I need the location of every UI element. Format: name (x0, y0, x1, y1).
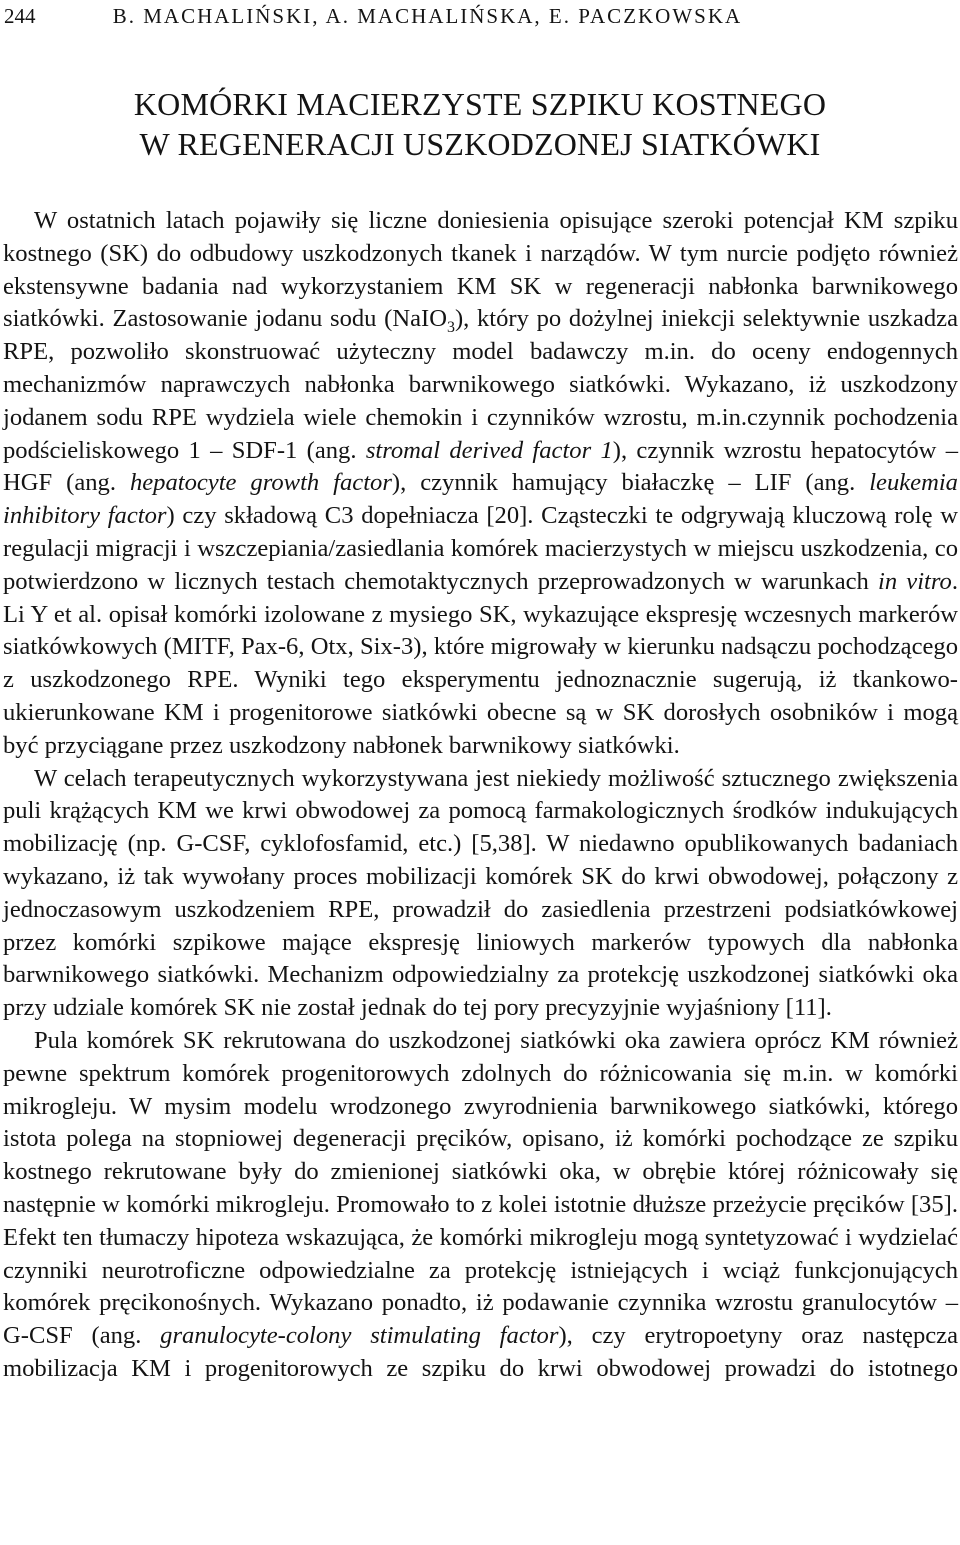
italic-term-in-vitro: in vitro (878, 567, 952, 595)
paragraph-1-text-b: ), który po dożylnej iniekcji selektywnie uszkadza RPE, pozwoliło skonstruować użyteczny model badawczy m.in. do oceny endogennych mechanizmów naprawczych nabłonka barwnikowego siatkówki. Wykazano, iż uszkodzony jodanem sodu RPE wydziela wiele chemokin i czynników wzrostu, m.in.czynnik pochodzenia podścieliskowego 1 – SDF-1 (ang. (3, 305, 958, 464)
italic-term-lif: leukemia inhibitory factor (3, 469, 958, 530)
section-title-line-2: W REGENERACJI USZKODZONEJ SIATKÓWKI (139, 126, 821, 162)
paragraph-1-text-e: ) czy składową C3 dopełniacza [20]. Cząsteczki te odgrywają kluczową rolę w regulacji migracji i wszczepiania/zasiedlania komórek macierzystych w miejscu uszkodzenia, co potwierdzono w licznych testach chemotaktycznych przeprowadzonych w warunkach (3, 502, 958, 595)
article-body (3, 205, 958, 1386)
paragraph-2-text: W celach terapeutycznych wykorzystywana jest niekiedy możliwość sztucznego zwiększenia puli krążących KM we krwi obwodowej za pomocą farmakologicznych środków indukujących mobilizację (np. G-CSF, cyklofosfamid, etc.) [5,38]. W niedawno opublikowanych badaniach wykazano, iż tak wywołany proces mobilizacji komórek SK do krwi obwodowej, połączony z jednoczasowym uszkodzeniem RPE, prowadził do zasiedlenia przestrzeni podsiatkówkowej przez komórki szpikowe mające ekspresję liniowych markerów typowych dla nabłonka barwnikowego siatkówki. Mechanizm odpowiedzialny za protekcję uszkodzonej siatkówki oka przy udziale komórek SK nie został jednak do tej pory precyzyjnie wyjaśniony [11]. (3, 764, 958, 1022)
italic-term-sdf1: stromal derived factor 1 (365, 436, 613, 464)
running-header-authors: B. MACHALIŃSKI, A. MACHALIŃSKA, E. PACZKOWSKA (112, 4, 743, 28)
section-title (0, 84, 960, 164)
paragraph-3 (3, 1025, 958, 1386)
paragraph-1-text-d: ), czynnik hamujący białaczkę – LIF (ang. (391, 469, 870, 497)
running-header (4, 4, 742, 29)
paragraph-2 (3, 763, 958, 1025)
italic-term-hgf: hepatocyte growth factor (129, 469, 392, 497)
paragraph-1-text-c: ), czynnik wzrostu hepatocytów – HGF (ang. (3, 436, 959, 497)
italic-term-gcsf: granulocyte-colony stimulating factor (160, 1322, 559, 1350)
subscript-3: 3 (446, 319, 455, 337)
paragraph-3-text-a: Pula komórek SK rekrutowana do uszkodzonej siatkówki oka zawiera oprócz KM również pewne spektrum komórek progenitorowych zdolnych do różnicowania się m.in. w komórki mikrogleju. W mysim modelu wrodzonego zwyrodnienia barwnikowego siatkówki, którego istota polega na stopniowej degeneracji pręcików, opisano, iż komórki pochodzące ze szpiku kostnego rekrutowane były do zmienionej siatkówki oka, w obrębie której różnicowały się następnie w komórki mikrogleju. Promowało to z kolei istotnie dłuższe przeżycie pręcików [35]. Efekt ten tłumaczy hipoteza wskazująca, że komórki mikrogleju mogą syntetyzować i wydzielać czynniki neurotroficzne odpowiedzialne za protekcję istniejących i wciąż funkcjonujących komórek pręcikonośnych. Wykazano ponadto, iż podawanie czynnika wzrostu granulocytów – G-CSF (ang. (3, 1026, 958, 1350)
paragraph-1-text-a: W ostatnich latach pojawiły się liczne doniesienia opisujące szeroki potencjał KM szpiku kostnego (SK) do odbudowy uszkodzonych tkanek i narządów. W tym nurcie podjęto również ekstensywne badania nad wykorzystaniem KM SK w regeneracji nabłonka barwnikowego siatkówki. Zastosowanie jodanu sodu (NaIO (3, 207, 958, 333)
section-title-line-1: KOMÓRKI MACIERZYSTE SZPIKU KOSTNEGO (133, 86, 827, 122)
page-number: 244 (4, 4, 36, 28)
paragraph-1 (3, 205, 958, 763)
paragraph-1-text-f: . Li Y et al. opisał komórki izolowane z mysiego SK, wykazujące ekspresję wczesnych markerów siatkówkowych (MITF, Pax-6, Otx, Six-3), które migrowały w kierunku nadsączu pochodzącego z uszkodzonego RPE. Wyniki tego eksperymentu jednoznacznie sugerują, iż tkankowoukierunkowane KM i progenitorowe siatkówki obecne są w SK dorosłych osobników i mogą być przyciągane przez uszkodzony nabłonek barwnikowy siatkówki. (3, 567, 958, 759)
paragraph-3-text-b: ), czy erytropoetyny oraz następcza mobilizacja KM i progenitorowych ze szpiku do krwi obwodowej prowadzi do istotnego (3, 1322, 958, 1382)
